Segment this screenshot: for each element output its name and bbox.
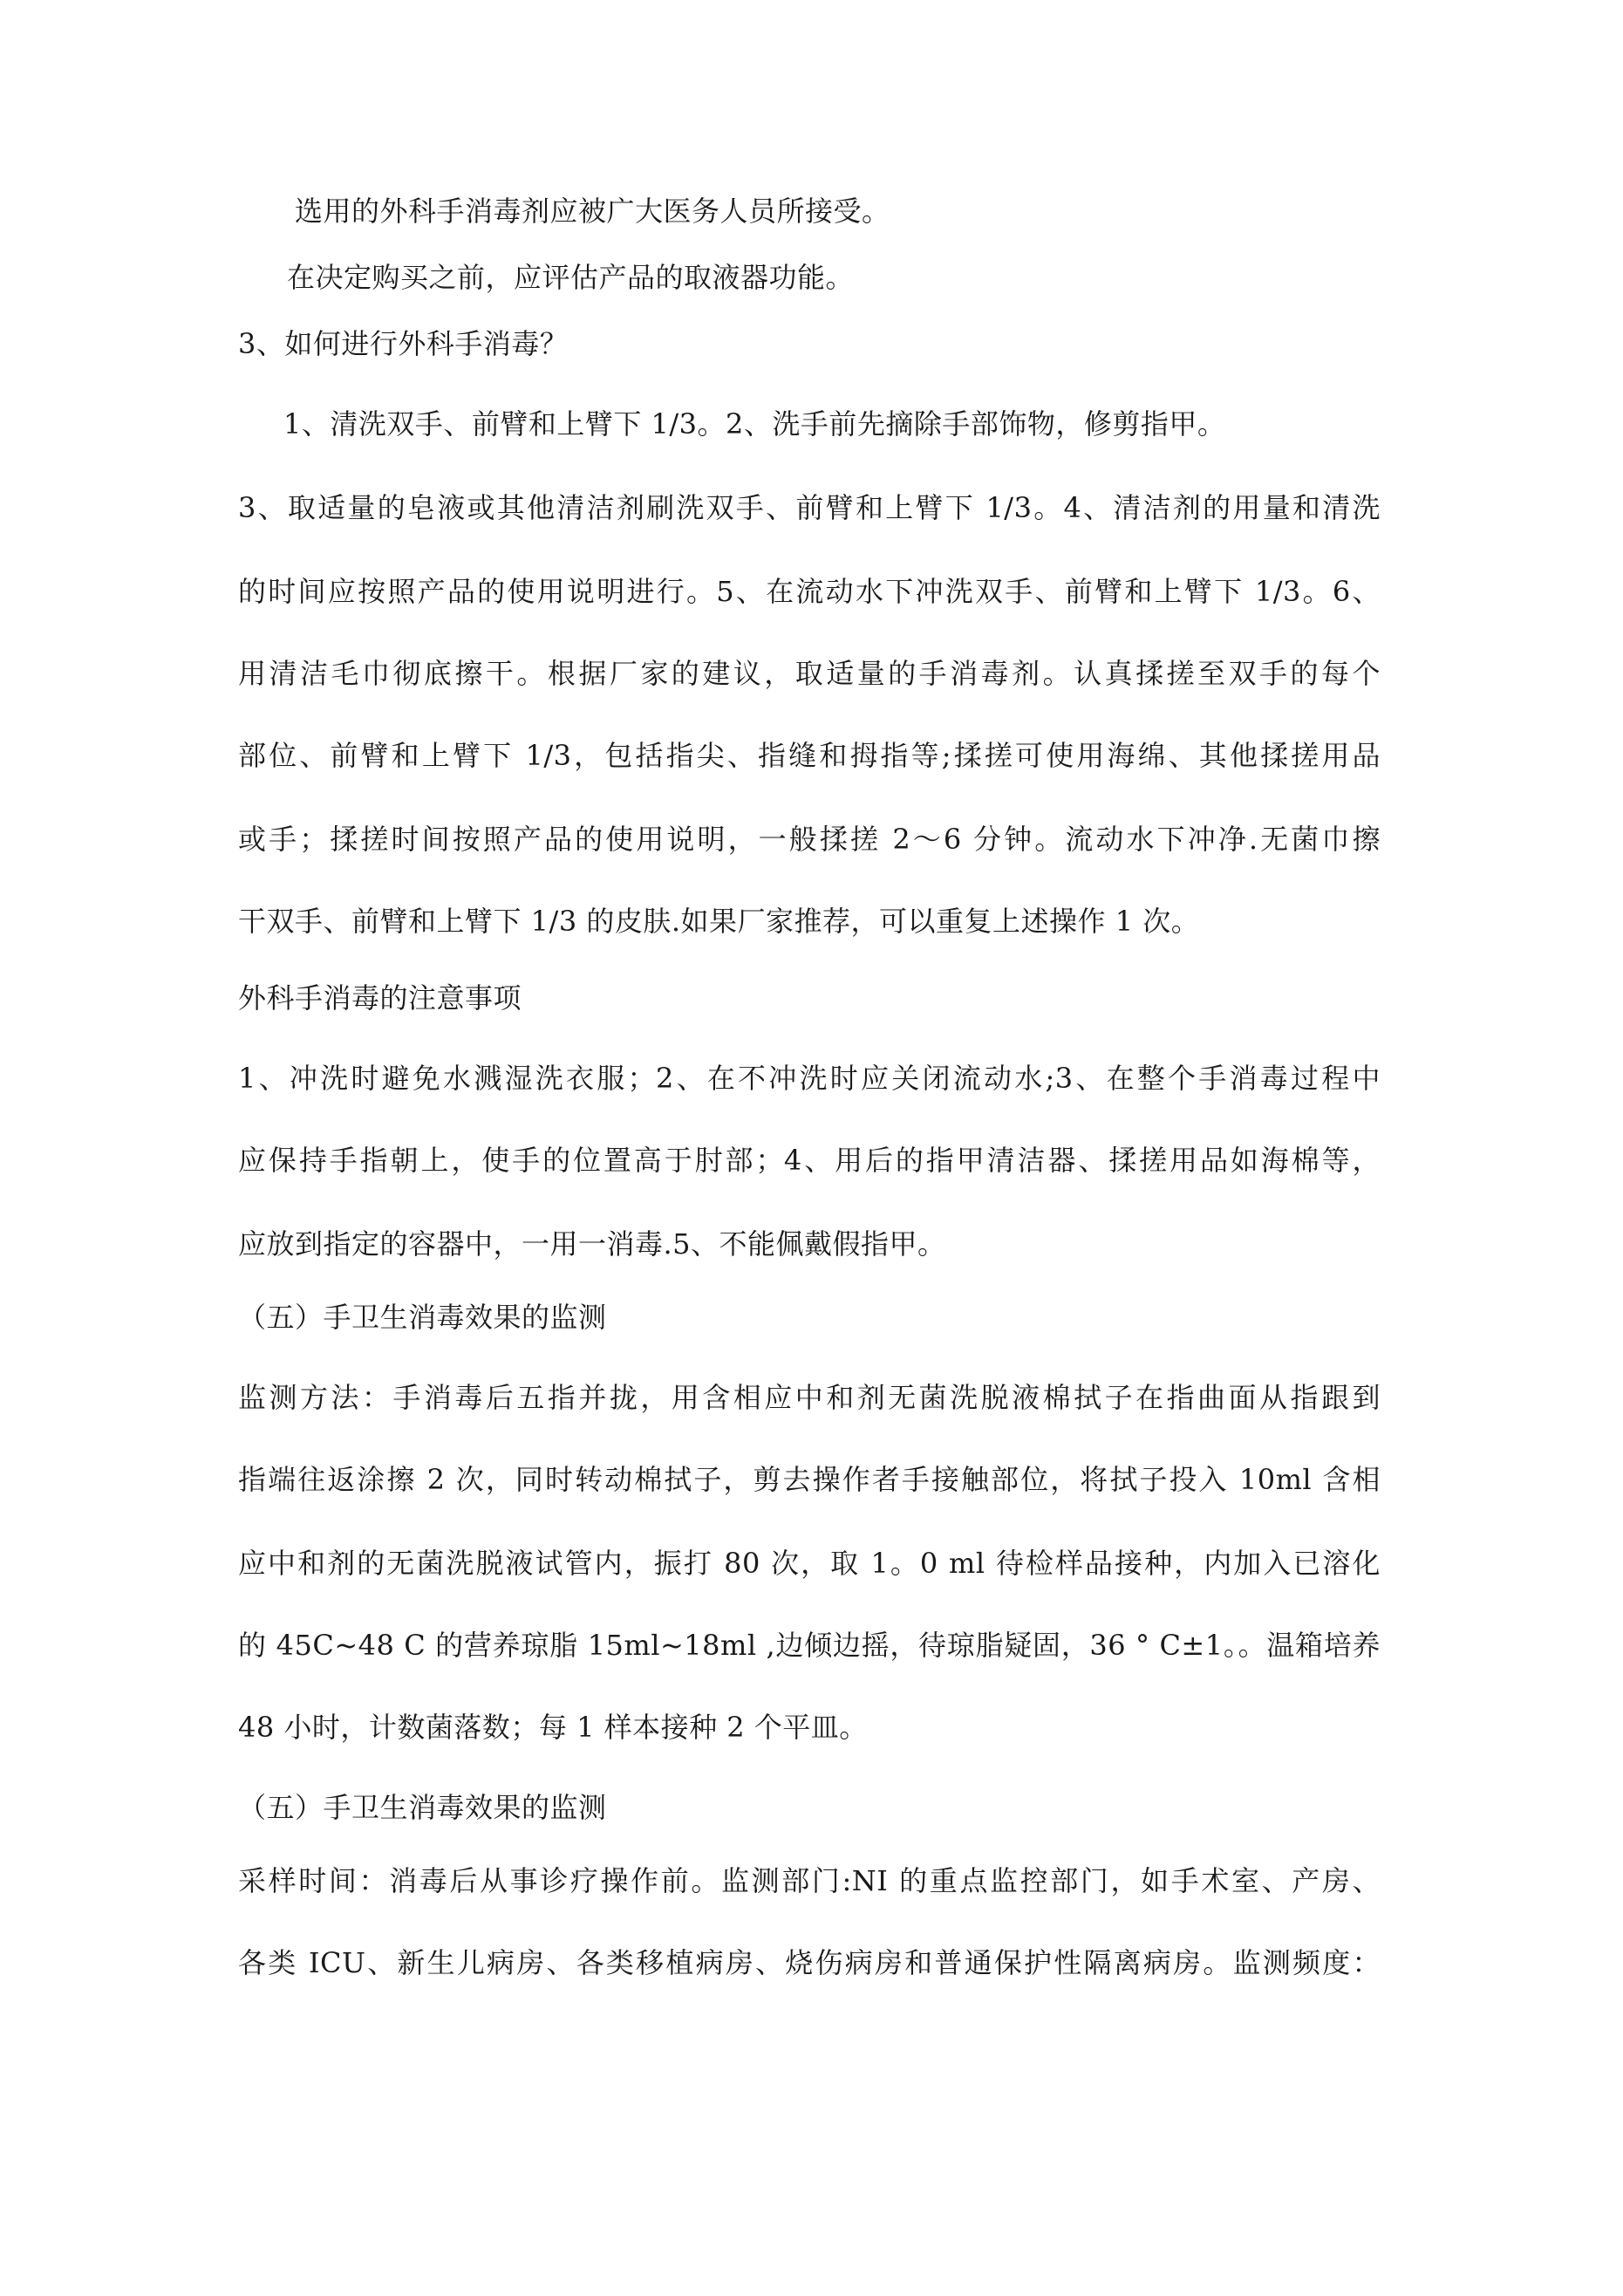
paragraph-line: 采样时间：消毒后从事诊疗操作前。监测部门:NI 的重点监控部门，如手术室、产房、 [238,1864,1381,1897]
paragraph-line: 监测方法：手消毒后五指并拢，用含相应中和剂无菌洗脱液棉拭子在指曲面从指跟到 [238,1381,1381,1414]
paragraph-line: 指端往返涂擦 2 次，同时转动棉拭子，剪去操作者手接触部位，将拭子投入 10ml 含相 [238,1463,1381,1496]
paragraph-line: 应中和剂的无菌洗脱液试管内，振打 80 次，取 1。0 ml 待检样品接种，内加入已溶化 [238,1547,1381,1580]
paragraph-line: 应放到指定的容器中，一用一消毒.5、不能佩戴假指甲。 [238,1227,946,1261]
paragraph-line: 选用的外科手消毒剂应被广大医务人员所接受。 [295,195,890,228]
paragraph-line: 的时间应按照产品的使用说明进行。5、在流动水下冲洗双手、前臂和上臂下 1/3。6、 [238,575,1381,608]
section-heading: （五）手卫生消毒效果的监测 [238,1791,607,1824]
section-heading: 3、如何进行外科手消毒？ [238,327,569,360]
paragraph-line: 1、清洗双手、前臂和上臂下 1/3。2、洗手前先摘除手部饰物，修剪指甲。 [283,407,1226,441]
paragraph-line: 用清洁毛巾彻底擦干。根据厂家的建议，取适量的手消毒剂。认真揉搓至双手的每个 [238,657,1381,690]
section-heading: （五）手卫生消毒效果的监测 [238,1301,607,1334]
paragraph-line: 的 45C~48 C 的营养琼脂 15ml~18ml ,边倾边摇，待琼脂疑固，36 ° C±1。。温箱培养 [238,1629,1381,1662]
paragraph-line: 3、取适量的皂液或其他清洁剂刷洗双手、前臂和上臂下 1/3。4、清洁剂的用量和清洗 [238,491,1381,524]
paragraph-line: 或手；揉搓时间按照产品的使用说明，一般揉搓 2〜6 分钟。流动水下冲净.无菌巾擦 [238,823,1381,856]
paragraph-line: 在决定购买之前，应评估产品的取液器功能。 [287,261,855,294]
paragraph-line: 各类 ICU、新生儿病房、各类移植病房、烧伤病房和普通保护性隔离病房。监测频度： [238,1946,1381,1979]
paragraph-line: 应保持手指朝上，使手的位置高于肘部；4、用后的指甲清洁器、揉搓用品如海棉等， [238,1144,1381,1177]
section-heading: 外科手消毒的注意事项 [238,981,522,1015]
paragraph-line: 部位、前臂和上臂下 1/3，包括指尖、指缝和拇指等;揉搓可使用海绵、其他揉搓用品 [238,739,1381,772]
paragraph-line: 48 小时，计数菌落数；每 1 样本接种 2 个平皿。 [238,1711,868,1744]
paragraph-line: 1、冲洗时避免水溅湿洗衣服；2、在不冲洗时应关闭流动水;3、在整个手消毒过程中 [238,1062,1381,1095]
paragraph-line: 干双手、前臂和上臂下 1/3 的皮肤.如果厂家推荐，可以重复上述操作 1 次。 [238,905,1200,938]
